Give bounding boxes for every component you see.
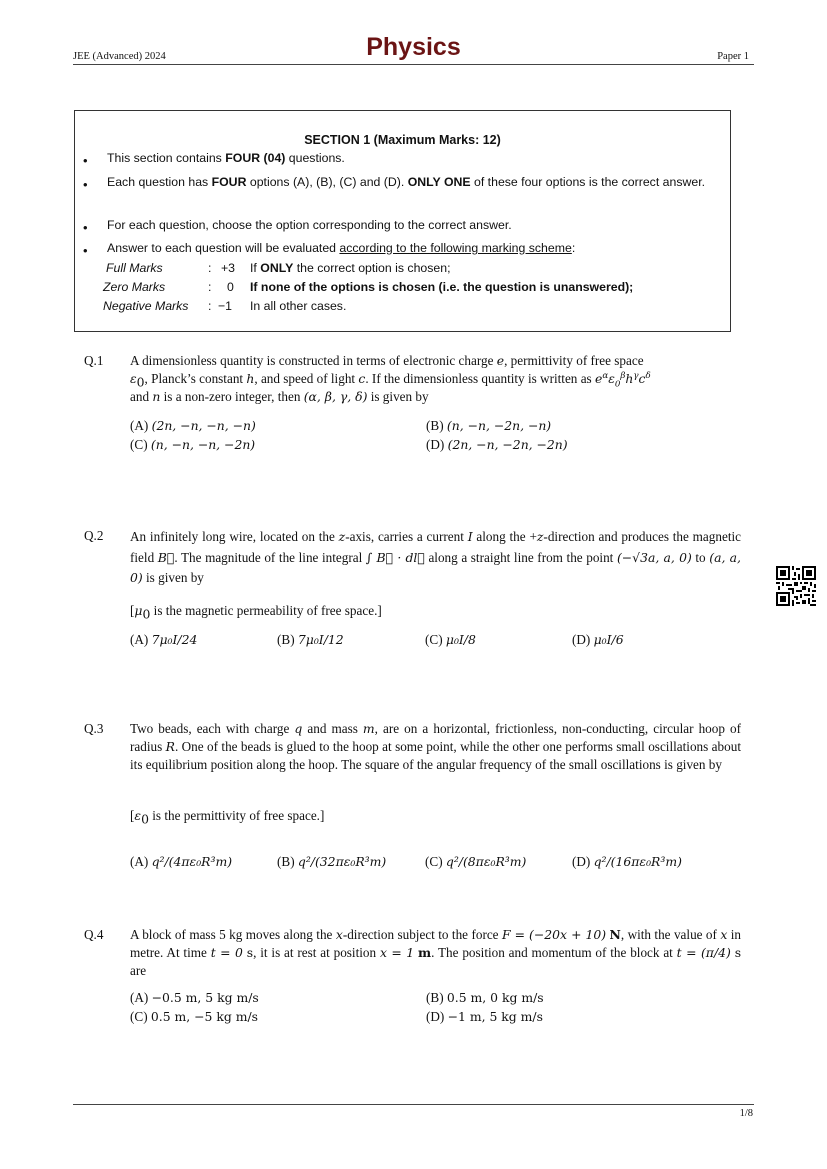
question-4-text: A block of mass 5 kg moves along the x-direction subject to the force F = (−20x + 10) N, with the value of x in metre. At time t = 0 s, it is at rest at position x = 1 m. The position and momentum of the block at t = (π/4) s are <box>130 927 742 979</box>
header-divider <box>73 64 754 65</box>
option-d[interactable]: (D) −1 m, 5 kg m/s <box>426 1009 543 1024</box>
option-d[interactable]: (D) (2n, −n, −2n, −2n) <box>426 437 568 452</box>
option-d[interactable]: (D) μ₀I/6 <box>572 632 624 647</box>
instruction-3: For each question, choose the option corresponding to the correct answer. <box>107 218 512 232</box>
paper-number: Paper 1 <box>717 51 749 62</box>
zero-marks-rule: If none of the options is chosen (i.e. the question is unanswered); <box>250 280 634 294</box>
option-c[interactable]: (C) μ₀I/8 <box>425 632 476 647</box>
bullet-icon: • <box>83 243 88 258</box>
instruction-1: This section contains FOUR (04) questions. <box>107 151 345 165</box>
full-marks-value: +3 <box>221 261 236 275</box>
instruction-2: Each question has FOUR options (A), (B), (C) and (D). ONLY ONE of these four options is the correct answer. <box>107 175 706 189</box>
question-3-text: Two beads, each with charge q and mass m, are on a horizontal, frictionless, non-conducting, circular hoop of radius R. One of the beads is glued to the hoop at some point, while the other one performs small oscillations about its equilibrium position along the hoop. The square of the angular frequency of the small oscillations is given by <box>130 721 741 773</box>
section-title: SECTION 1 (Maximum Marks: 12) <box>304 133 501 147</box>
option-b[interactable]: (B) q²/(32πε₀R³m) <box>277 854 387 869</box>
negative-marks-rule: In all other cases. <box>250 299 347 313</box>
page-number: 1/8 <box>739 1108 753 1119</box>
option-b[interactable]: (B) 0.5 m, 0 kg m/s <box>426 990 544 1005</box>
bullet-icon: • <box>83 220 88 235</box>
bullet-icon: • <box>83 153 88 168</box>
negative-marks-label: Negative Marks <box>103 299 189 313</box>
exam-name: JEE (Advanced) 2024 <box>73 51 166 62</box>
question-number: Q.4 <box>84 927 104 942</box>
marks-sep: : <box>208 280 212 294</box>
question-3-note: [$\varepsilon_0$ is the permittivity of free space.] <box>130 808 325 827</box>
option-c[interactable]: (C) q²/(8πε₀R³m) <box>425 854 527 869</box>
option-d[interactable]: (D) q²/(16πε₀R³m) <box>572 854 682 869</box>
option-a[interactable]: (A) −0.5 m, 5 kg m/s <box>130 990 259 1005</box>
section-instructions-box <box>74 110 731 332</box>
question-number: Q.1 <box>84 353 104 368</box>
footer-divider <box>73 1104 754 1105</box>
question-number: Q.3 <box>84 721 104 736</box>
negative-marks-value: −1 <box>218 299 233 313</box>
option-c[interactable]: (C) (n, −n, −n, −2n) <box>130 437 256 452</box>
zero-marks-value: 0 <box>227 280 234 294</box>
option-c[interactable]: (C) 0.5 m, −5 kg m/s <box>130 1009 259 1024</box>
full-marks-label: Full Marks <box>106 261 163 275</box>
zero-marks-label: Zero Marks <box>103 280 166 294</box>
option-a[interactable]: (A) q²/(4πε₀R³m) <box>130 854 233 869</box>
option-b[interactable]: (B) 7μ₀I/12 <box>277 632 344 647</box>
question-2-note: [$\mu_0$ is the magnetic permeability of free space.] <box>130 603 382 622</box>
option-a[interactable]: (A) 7μ₀I/24 <box>130 632 198 647</box>
question-2-text: An infinitely long wire, located on the z-axis, carries a current I along the +z-direction and produces the magnetic field B⃗. The magnitude of the line integral ∫ B⃗ · dl⃗ along a straight line from the point (−√3a, a, 0) to (a, a, 0) is given by <box>130 529 742 585</box>
full-marks-rule: If ONLY the correct option is chosen; <box>250 261 451 275</box>
bullet-icon: • <box>83 177 88 192</box>
instruction-4: Answer to each question will be evaluated according to the following marking scheme: <box>107 241 576 255</box>
marks-sep: : <box>208 299 212 313</box>
option-b[interactable]: (B) (n, −n, −2n, −n) <box>426 418 552 433</box>
option-a[interactable]: (A) (2n, −n, −n, −n) <box>130 418 256 433</box>
qr-code <box>776 566 816 606</box>
question-1-text: A dimensionless quantity is constructed in terms of electronic charge e, permittivity of free space $\varepsilon_0$, Planck’s constant h, and speed of light c. If the dimensionless quantity is written as $e^\alpha\varepsilon_0^\beta h^\gamma c^\delta$ and n is a non-zero integer, then (α, β, γ, δ) is given by <box>130 353 651 405</box>
page-title: Physics <box>366 33 461 61</box>
question-number: Q.2 <box>84 528 104 543</box>
marks-sep: : <box>208 261 212 275</box>
